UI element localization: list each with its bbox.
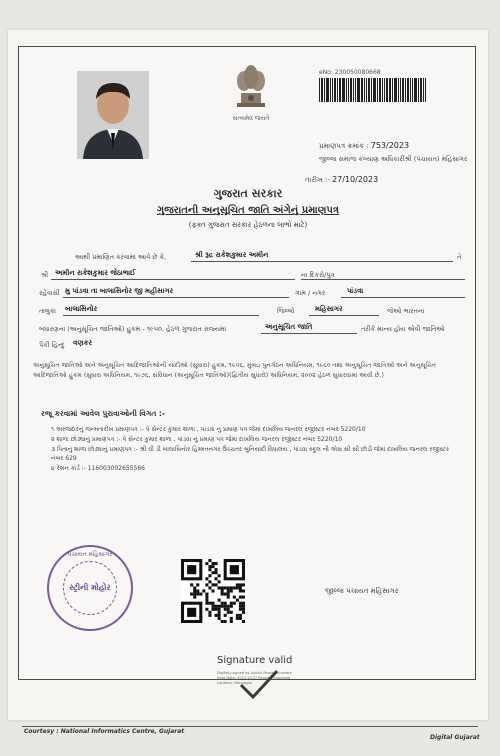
boy-portrait-icon [77,71,149,159]
district-label: જિલ્લો [277,307,295,315]
taluka-line [63,315,259,316]
seal-inner-text: સ્ટ્રીની મોહોર [69,583,111,592]
certificate-border [18,46,476,685]
barcode-number: eNo: 230050080668 [319,69,381,76]
documents-list [51,425,461,474]
issuing-office: જીલ્લા સમાજ કલ્યાણ અધિકારીશ્રી (પંચાયત) મહિસાગર [319,155,468,163]
government-title: ગુજરાત સરકાર [213,187,283,200]
caste-suffix: તરીકે માન્ય હોય એવી જાતિઓ [361,325,445,333]
taluka-label: તાલુકા [39,307,56,315]
village-line [341,297,465,298]
father-name: અમીન રાકેશકુમાર જેઠાભાઈ [55,269,136,277]
seal-outer-text: પંચાયત મહિસાગર [67,551,113,558]
district-value: મહિસાગર [315,305,343,313]
order-text: બંધારણના (અનુસૂચિત જાતિઓ) હુકમ - ૧૯૫૦, હેઠળ ગુજરાત રાજ્યમાં [39,325,227,333]
relation-label: ના દિકરો/પુત્ર [301,271,335,279]
taluka-value: બાલાસિનોર [65,305,98,313]
checkmark-icon [237,667,281,703]
seal-inner [63,561,117,615]
certificate-number-label: પ્રમાણપત્ર ક્રમાંક : [319,142,369,150]
certificate-number [319,141,409,151]
signature-valid-label: Signature valid [217,655,293,666]
residence-line [63,297,289,298]
community-value: વણકર [73,339,93,347]
district-suffix: જેઓ ભારતના [387,307,425,315]
father-name-line [51,279,295,280]
suffix-te: તે [457,253,462,261]
caste-value: અનુસૂચિત જાતિ [265,323,313,331]
certify-prefix: આથી પ્રમાણિત કરવામાં આવે છે કે, [75,253,167,261]
community-label: પૈકી હિન્દુ [39,341,65,349]
certificate-title: ગુજરાતની અનુસૂચિત જાતિ અંગેનું પ્રમાણપત્ર [156,205,340,216]
footer-divider [22,726,478,727]
legal-paragraph: અનુસૂચિત જાતિઓ અને અનુસૂચિત આદિજાતિઓની યાદીઓ (સુધારા) હુકમ, ૧૯૫૬, મુંબઇ પુનર્ગઠન અધિનિયમ, ૧૯૬૦ તથા અનુસૂચિત જાતિઓ અને અનુસૂચિત આદિજાતિઓ હુકમ (સુધારા અધિનિયમ, ૧૯૭૬, સંવિધાન (અનુસૂચિત જાતિઓ)(દ્વિતીય સુધારો) અધિનિયમ, ૨૦૦૨ હેઠળ સુધારવામાં આવી છે.) [33,362,436,379]
relation-line [301,279,465,280]
signature-details: Digitally signed by Ashish Rameshchandra Vyas Date: 2023.10.27 Reason: Approved Location: Mahisagar [217,671,292,685]
issue-date-label: તારીખ :- [305,176,330,184]
footer-brand: Digital Gujarat [430,734,480,741]
document-item: ૨ શાળા છોડ્યાનું પ્રમાણપત્ર :- પે સેન્ટર કુમાર શાળા , પાંડવા નું પ્રમાણ પત્ર જેમાં દાખલિય જનરલ રજીસ્ટર નંબર 5220/10 [51,436,343,443]
emblem-caption: સત્યમેવ જયતે [232,115,270,122]
candidate-name: શ્રી રૂદ્ર રાકેશકુમાર અમીન [195,251,269,259]
candidate-name-line [191,261,453,262]
residence-label: રહેવાસી [39,289,60,297]
barcode-block [319,69,429,102]
state-emblem-icon [229,57,273,115]
certificate-number-value: 753/2023 [370,141,410,150]
document-item: ૪ રેશન કાર્ડ :- 116003002655566 [51,465,145,472]
shri-label: શ્રી [41,271,49,279]
district-line [309,315,379,316]
footer-courtesy: Courtesy : National Informatics Centre, Gujarat [24,728,185,735]
village-label: ગામ / નગર [295,289,326,297]
document-item: ૧ અરજદારનું જન્મતારીખ પ્રમાણપત્ર :- પે સેન્ટર કુમાર શાળા , પાંડવા નું પ્રમાણ પત્ર જેમાં દાખલિય જનરલ રજીસ્ટર નંબર 5220/10 [51,426,366,433]
certificate-subtitle: (ફક્ત ગુજરાત સરકાર હેઠળના લાભો માટે) [188,221,308,229]
caste-line [261,333,357,334]
office-signatory: જીલ્લા પંચાયત મહિસાગર [325,587,399,595]
issue-date-value: 27/10/2023 [332,175,379,184]
qr-code-icon [181,559,245,623]
applicant-photo [77,71,149,159]
barcode-icon [319,78,429,102]
village-value: પાંડવા [347,287,364,295]
issue-date [305,175,378,185]
residence-value: મુ પાંડવા તા બાલાસિનોર જી મહીસાગર [65,287,174,295]
official-seal [47,545,133,631]
document-item: ૩ પિતાનું શાળા છોડ્યાનું પ્રમાણપત્ર :- શ્રી વી ડી બાલાસિનોર હિમ્મતનગર ઉચ્ચતર બુનિયાદી વિધાલય , પાંડવા સ્કૂલ ની એસ સી સી છોડી જેમાં દાખલિય જનરલ રજીસ્ટર નંબર 629 [51,446,450,462]
documents-heading: રજૂ કરવામાં આવેલ પુરાવાઓની વિગત :- [41,409,166,418]
certificate-sheet [8,30,488,741]
